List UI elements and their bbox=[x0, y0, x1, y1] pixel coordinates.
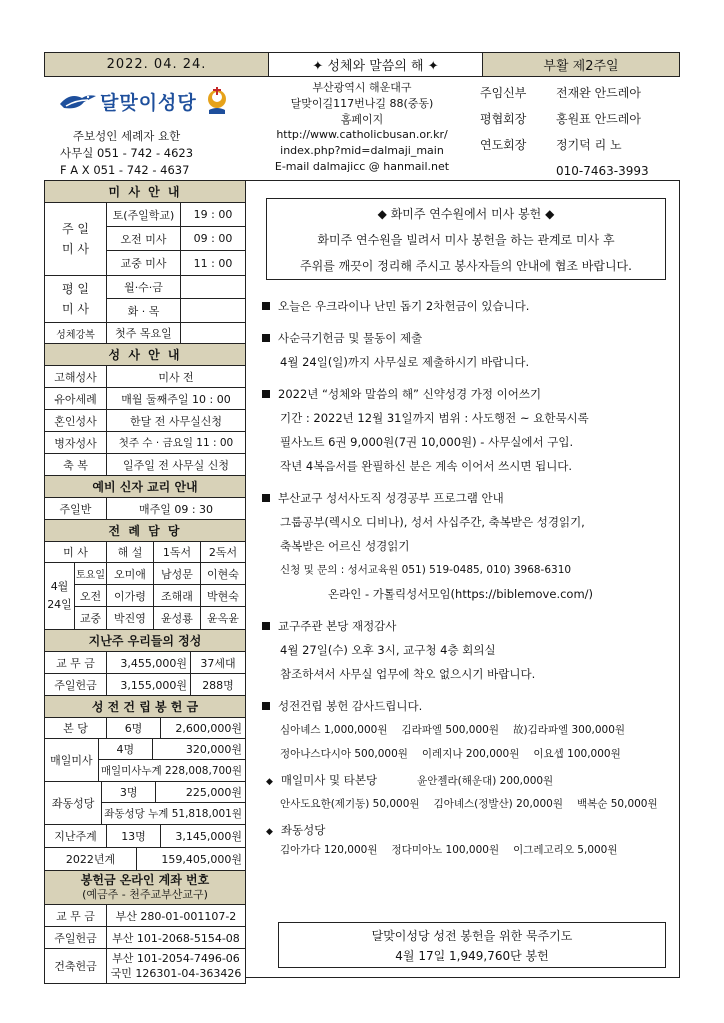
roster-name: 이현숙 bbox=[207, 567, 239, 581]
donor-entry: 김아가다 120,000원 bbox=[280, 844, 378, 856]
donor-entry: 정다미아노 100,000원 bbox=[391, 844, 500, 856]
fund-cumulative: 매일미사누계 228,008,700원 bbox=[100, 765, 242, 777]
adoration-time: 첫주 목요일 bbox=[107, 323, 181, 343]
account-number: 부산 101-2054-7496-06 bbox=[112, 952, 240, 965]
roster-name: 윤옥윤 bbox=[207, 612, 239, 625]
staff-role: 주임신부 bbox=[480, 86, 527, 100]
notice-text: 오늘은 우크라이나 난민 돕기 2차헌금이 있습니다. bbox=[278, 299, 530, 313]
catechism-class: 주일반 bbox=[45, 498, 107, 519]
account-header bbox=[45, 871, 245, 905]
notice-item bbox=[262, 382, 672, 478]
sunday-mass-group bbox=[45, 203, 245, 276]
account-number: 국민 126301-04-363426 bbox=[110, 967, 242, 980]
sunday-mass-label: 주 일 미 사 bbox=[45, 203, 107, 275]
church-name: 달맞이성당 bbox=[100, 91, 197, 114]
account-type: 주일헌금 bbox=[45, 927, 107, 948]
notice-text: 주위를 깨끗이 정리해 주시고 봉사자들의 안내에 협조 바랍니다. bbox=[300, 259, 632, 273]
fund-year-label: 2022년계 bbox=[45, 848, 137, 870]
staff-name: 전재완 안드레아 bbox=[556, 86, 641, 100]
notice-item bbox=[262, 694, 672, 766]
donor-entry: 심아녜스 1,000,000원 bbox=[280, 724, 388, 736]
homepage-url: index.php?mid=dalmaji_main bbox=[280, 144, 444, 158]
sacrament-name: 유아세례 bbox=[45, 388, 107, 409]
roster-mass: 교중 bbox=[75, 607, 107, 629]
header-bar bbox=[44, 52, 680, 77]
weekday-days: 월·수·금 bbox=[107, 276, 181, 298]
square-bullet-icon bbox=[262, 702, 270, 710]
year-motto: ✦ 성체와 말씀의 해 ✦ bbox=[269, 53, 483, 76]
fund-amount: 225,000원 bbox=[185, 786, 242, 799]
liturgy-col-header: 미 사 bbox=[45, 542, 107, 562]
sacrament-info: 매월 둘째주일 10 : 00 bbox=[121, 392, 231, 406]
donor-entry: 故)김라파엘 300,000원 bbox=[512, 724, 626, 736]
liturgy-col-header: 1독서 bbox=[154, 542, 201, 562]
sacrament-name: 고해성사 bbox=[45, 366, 107, 387]
liturgy-col-header: 2독서 bbox=[208, 546, 238, 559]
notice-item bbox=[262, 614, 672, 686]
homepage-url: http://www.catholicbusan.or.kr/ bbox=[276, 128, 448, 142]
notice-text: 4월 27일(수) 오후 3시, 교구청 4층 회의실 bbox=[280, 643, 496, 657]
sacrament-name: 축 복 bbox=[45, 454, 107, 475]
roster-mass: 토요일 bbox=[75, 563, 107, 584]
catechism-time: 매주일 09 : 30 bbox=[138, 502, 214, 516]
notice-title: 좌동성당 bbox=[280, 823, 326, 837]
account-title: 봉헌금 온라인 계좌 번호 bbox=[80, 873, 210, 887]
adoration-label: 성체강복 bbox=[45, 323, 107, 343]
notice-text: 신청 및 문의 : 성서교육원 051) 519-0485, 010) 3968-6310 bbox=[280, 564, 572, 576]
office-phone: 사무실 051 - 742 - 4623 bbox=[60, 146, 194, 160]
notice-text: 화미주 연수원을 빌려서 미사 봉헌을 하는 관계로 미사 후 bbox=[317, 233, 615, 247]
table-row bbox=[75, 563, 245, 585]
mass-name: 토(주일학교) bbox=[107, 203, 181, 226]
sacrament-name: 혼인성사 bbox=[45, 410, 107, 431]
roster-name: 박현숙 bbox=[207, 589, 239, 603]
roster-name: 이가령 bbox=[107, 585, 154, 606]
offering-amount: 3,455,000원 bbox=[107, 652, 191, 673]
notice-item bbox=[262, 818, 672, 862]
notice-title: ◆ 화미주 연수원에서 미사 봉헌 ◆ bbox=[377, 207, 555, 221]
liturgical-week: 부활 제2주일 bbox=[483, 53, 679, 76]
church-staff bbox=[480, 80, 649, 184]
mass-name: 오전 미사 bbox=[107, 227, 181, 250]
offering-type: 주일헌금 bbox=[45, 674, 107, 695]
table-row bbox=[75, 607, 245, 629]
staff-phone: 010-7463-3993 bbox=[556, 164, 649, 178]
church-address bbox=[262, 80, 462, 175]
weekday-mass-group bbox=[45, 276, 245, 323]
offering-header: 지난주 우리들의 정성 bbox=[45, 630, 245, 652]
sacrament-info: 한달 전 사무실신청 bbox=[129, 414, 222, 428]
account-type: 건축헌금 bbox=[45, 949, 107, 983]
address-line: 달맞이길117번나길 88(중동) bbox=[290, 96, 434, 110]
roster-name: 남성문 bbox=[154, 563, 201, 584]
notice-text: 필사노트 6권 9,000원(7권 10,000원) - 사무실에서 구입. bbox=[280, 435, 574, 449]
mass-time: 19 : 00 bbox=[193, 208, 233, 221]
account-type: 교 무 금 bbox=[45, 905, 107, 926]
notice-title: 교구주관 본당 재정감사 bbox=[278, 619, 397, 633]
donor-entry: 정아나스다시아 500,000원 bbox=[280, 748, 408, 760]
mass-time: 11 : 00 bbox=[193, 256, 233, 270]
staff-role: 평협회장 bbox=[480, 112, 527, 126]
mass-name: 교중 미사 bbox=[107, 251, 181, 275]
rosary-title: 달맞이성당 성전 봉헌을 위한 묵주기도 bbox=[371, 929, 573, 943]
account-holder: (예금주 - 천주교부산교구) bbox=[82, 888, 208, 901]
donor-entry: 이레지나 200,000원 bbox=[421, 748, 520, 760]
notice-text: 온라인 - 가톨릭성서모임(https://biblemove.com/) bbox=[328, 587, 594, 601]
fund-cumulative: 좌동성당 누계 51,818,001원 bbox=[104, 808, 242, 820]
notice-title: 성전건립 봉헌 감사드립니다. bbox=[278, 699, 423, 713]
notice-item bbox=[262, 326, 672, 374]
fund-count: 3명 bbox=[102, 782, 156, 802]
staff-role: 연도회장 bbox=[480, 138, 527, 152]
notice-item bbox=[262, 768, 672, 816]
dove-icon bbox=[58, 88, 98, 114]
schedule-column bbox=[44, 180, 246, 984]
diamond-bullet-icon: ◆ bbox=[266, 827, 273, 837]
offering-type: 교 무 금 bbox=[45, 652, 107, 673]
rosary-notice bbox=[278, 922, 666, 968]
fund-source: 좌동성당 bbox=[45, 782, 102, 824]
building-fund-header: 성 전 건 립 봉 헌 금 bbox=[45, 696, 245, 718]
square-bullet-icon bbox=[262, 302, 270, 310]
table-row bbox=[75, 585, 245, 607]
roster-name: 박진영 bbox=[107, 607, 154, 629]
fund-count: 6명 bbox=[107, 718, 161, 738]
patron-saint: 주보성인 세례자 요한 bbox=[72, 129, 181, 143]
homepage-label: 홈페이지 bbox=[340, 112, 384, 126]
liturgy-date: 4월 24일 bbox=[45, 563, 75, 629]
church-contact bbox=[60, 128, 193, 179]
donor-entry: 이그레고리오 5,000원 bbox=[513, 844, 618, 856]
fund-year-total: 159,405,000원 bbox=[161, 853, 242, 866]
sacrament-name: 병자성사 bbox=[45, 432, 107, 453]
fund-source: 본 당 bbox=[45, 718, 107, 738]
staff-name: 홍원표 안드레아 bbox=[556, 112, 641, 126]
church-logo bbox=[58, 86, 229, 116]
offering-count: 288명 bbox=[202, 678, 234, 692]
notice-title: 2022년 “성체와 말씀의 해” 신약성경 가정 이어쓰기 bbox=[278, 387, 542, 401]
donor-entry: 윤안젤라(해운대) 200,000원 bbox=[417, 775, 554, 787]
account-number: 부산 280-01-001107-2 bbox=[115, 909, 237, 923]
notice-text: 참조하셔서 사무실 업무에 착오 없으시기 바랍니다. bbox=[280, 667, 536, 681]
sacrament-info: 미사 전 bbox=[158, 370, 194, 384]
notice-text: 그룹공부(렉시오 디비나), 성서 사십주간, 축복받은 성경읽기, bbox=[280, 515, 585, 529]
square-bullet-icon bbox=[262, 494, 270, 502]
notice-text: 작년 4복음서를 완필하신 분은 계속 이어서 쓰시면 됩니다. bbox=[280, 459, 573, 473]
donor-entry: 백복순 50,000원 bbox=[576, 798, 658, 810]
roster-mass: 오전 bbox=[75, 585, 107, 606]
mass-location-notice bbox=[266, 198, 666, 280]
donor-entry: 김라파엘 500,000원 bbox=[401, 724, 499, 736]
notice-title: 매일미사 및 타본당 bbox=[280, 773, 378, 787]
fund-source: 지난주계 bbox=[45, 825, 107, 847]
liturgy-header: 전 례 담 당 bbox=[45, 520, 245, 542]
donor-entry: 김아녜스(정발산) 20,000원 bbox=[433, 798, 563, 810]
sacrament-info: 첫주 수 · 금요일 11 : 00 bbox=[118, 437, 234, 449]
fund-count: 13명 bbox=[107, 825, 161, 847]
saint-emblem-icon bbox=[205, 86, 229, 116]
notice-title: 부산교구 성서사도직 성경공부 프로그램 안내 bbox=[278, 491, 504, 505]
diamond-bullet-icon: ◆ bbox=[266, 777, 273, 787]
fund-count: 4명 bbox=[99, 739, 153, 759]
square-bullet-icon bbox=[262, 334, 270, 342]
email-address: E-mail dalmajicc @ hanmail.net bbox=[274, 159, 450, 173]
roster-name: 윤성룡 bbox=[154, 607, 201, 629]
bulletin-date: 2022. 04. 24. bbox=[45, 53, 269, 76]
roster-name: 오미애 bbox=[107, 563, 154, 584]
notice-title: 사순극기헌금 및 물동이 제출 bbox=[278, 331, 423, 345]
staff-row bbox=[480, 80, 649, 106]
fund-amount: 2,600,000원 bbox=[175, 722, 242, 735]
notice-text: 4월 24일(일)까지 사무실로 제출하시기 바랍니다. bbox=[280, 355, 530, 369]
fund-amount: 3,145,000원 bbox=[175, 830, 242, 843]
catechism-header: 예비 신자 교리 안내 bbox=[45, 476, 245, 498]
notice-text: 축복받은 어르신 성경읽기 bbox=[280, 539, 410, 553]
address-line: 부산광역시 해운대구 bbox=[312, 81, 412, 94]
sacrament-info: 일주일 전 사무실 신청 bbox=[122, 458, 230, 472]
square-bullet-icon bbox=[262, 622, 270, 630]
offering-count: 37세대 bbox=[200, 656, 236, 670]
rosary-count: 4월 17일 1,949,760단 봉헌 bbox=[395, 949, 549, 963]
donor-entry: 이요셉 100,000원 bbox=[533, 748, 621, 760]
staff-name: 정기덕 리 노 bbox=[556, 138, 622, 152]
offering-amount: 3,155,000원 bbox=[107, 674, 191, 695]
weekday-mass-label: 평 일 미 사 bbox=[45, 276, 107, 322]
fund-amount: 320,000원 bbox=[185, 743, 242, 756]
liturgy-roster bbox=[45, 563, 245, 630]
fax-number: F A X 051 - 742 - 4637 bbox=[60, 163, 190, 177]
liturgy-columns bbox=[45, 542, 245, 563]
mass-time: 09 : 00 bbox=[193, 232, 233, 245]
mass-header: 미 사 안 내 bbox=[45, 181, 245, 203]
account-number: 부산 101-2068-5154-08 bbox=[112, 931, 240, 945]
square-bullet-icon bbox=[262, 390, 270, 398]
roster-name: 조해래 bbox=[154, 585, 201, 606]
notices-list bbox=[262, 294, 672, 870]
notice-item bbox=[262, 486, 672, 606]
notice-text: 기간 : 2022년 12월 31일까지 범위 : 사도행전 ~ 요한묵시록 bbox=[280, 411, 589, 425]
jwadong-fund bbox=[45, 782, 245, 825]
sacrament-header: 성 사 안 내 bbox=[45, 344, 245, 366]
staff-row bbox=[480, 106, 649, 132]
staff-row bbox=[480, 132, 649, 158]
daily-mass-fund bbox=[45, 739, 245, 782]
donor-entry: 안사도요한(제기동) 50,000원 bbox=[280, 798, 420, 810]
notice-item bbox=[262, 294, 672, 318]
weekday-days: 화 · 목 bbox=[107, 299, 181, 322]
liturgy-col-header: 해 설 bbox=[107, 542, 154, 562]
fund-source: 매일미사 bbox=[45, 739, 99, 781]
